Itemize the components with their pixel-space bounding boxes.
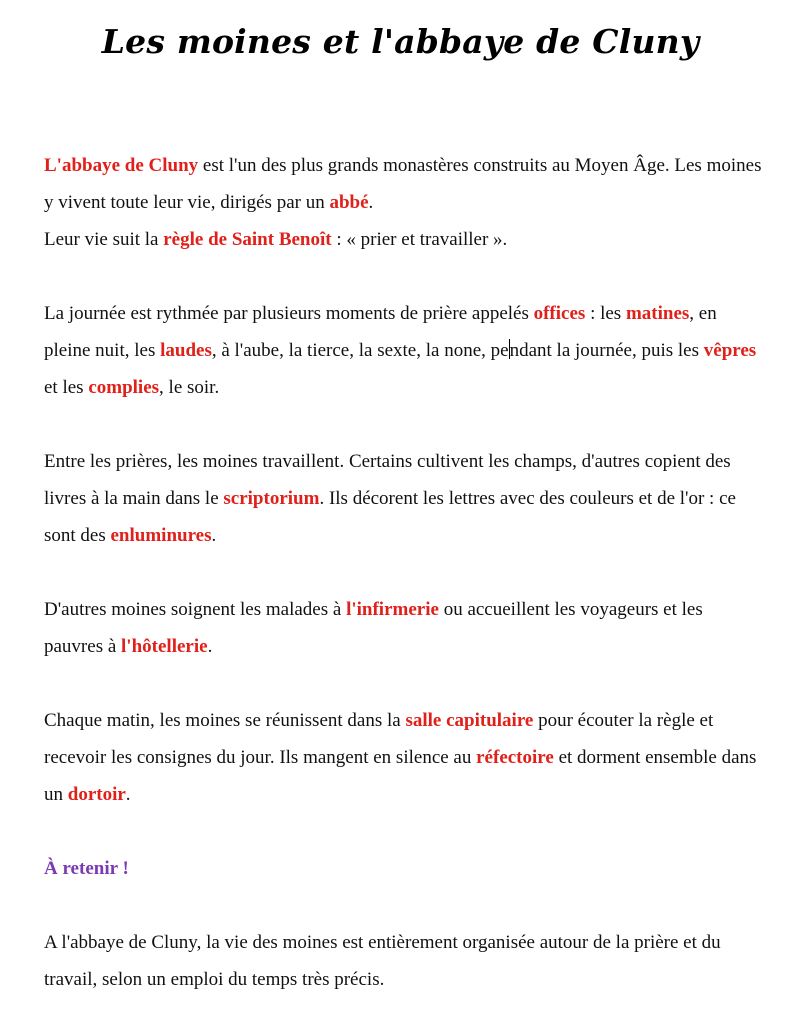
keyword-enluminures: enluminures: [110, 525, 212, 546]
text-segment: Leur vie suit la: [44, 229, 164, 250]
document-title: Les moines et l'abbaye de Cluny: [101, 22, 700, 61]
text-segment: , à l'aube, la tierce, la sexte, la none, pe: [211, 340, 509, 361]
document-body[interactable]: [44, 147, 764, 1035]
text-segment: .: [211, 525, 217, 546]
text-segment: , le soir.: [159, 377, 220, 398]
keyword-offices: offices: [533, 303, 586, 324]
text-segment: ndant la journée, puis les: [509, 340, 704, 361]
paragraph-salle-capitulaire: [44, 702, 764, 813]
keyword-infirmerie: l'infirmerie: [346, 599, 439, 620]
paragraph-summary: [44, 924, 764, 998]
paragraph-abbaye: [44, 147, 764, 221]
keyword-scriptorium: scriptorium: [223, 488, 320, 509]
keyword-regle-saint-benoit: règle de Saint Benoît: [163, 229, 332, 250]
text-segment: est l'un des plus grands monastères construits au Moyen Âge. Les moines y vivent toute leur vie, dirigés par un: [44, 155, 762, 213]
text-segment: Entre les prières, les moines travaillent. Certains cultivent les champs, d'autres copient des livres à la main dans le: [44, 451, 731, 509]
a-retenir-label: À retenir !: [44, 858, 129, 879]
heading-a-retenir: [44, 850, 764, 887]
text-segment: .: [125, 784, 131, 805]
keyword-l-apostrophe: L': [44, 155, 62, 176]
paragraph-regle: [44, 221, 764, 258]
text-segment: et les: [44, 377, 89, 398]
keyword-refectoire: réfectoire: [476, 747, 554, 768]
text-segment: Chaque matin, les moines se réunissent dans la: [44, 710, 406, 731]
text-segment: .: [368, 192, 374, 213]
keyword-vepres: vêpres: [703, 340, 757, 361]
text-segment: ou accueillent les voyageurs et les pauvres à: [44, 599, 703, 657]
paragraph-offices: [44, 295, 764, 406]
keyword-dortoir: dortoir: [67, 784, 126, 805]
keyword-complies: complies: [88, 377, 160, 398]
text-segment: D'autres moines soignent les malades à: [44, 599, 347, 620]
keyword-laudes: laudes: [160, 340, 212, 361]
text-segment: La journée est rythmée par plusieurs moments de prière appelés: [44, 303, 534, 324]
keyword-hotellerie: l'hôtellerie: [121, 636, 208, 657]
text-segment: et dorment ensemble dans un: [44, 747, 757, 805]
summary-text: A l'abbaye de Cluny, la vie des moines est entièrement organisée autour de la prière et du travail, selon un emploi du temps très précis.: [44, 932, 721, 990]
text-segment: , en pleine nuit, les: [44, 303, 717, 361]
keyword-abbe: abbé: [329, 192, 369, 213]
keyword-salle-capitulaire: salle capitulaire: [405, 710, 534, 731]
keyword-abbaye-de-cluny: abbaye de Cluny: [61, 155, 199, 176]
keyword-matines: matines: [625, 303, 690, 324]
paragraph-travail: [44, 443, 764, 554]
text-segment: : « prier et travailler ».: [331, 229, 508, 250]
paragraph-infirmerie: [44, 591, 764, 665]
text-segment: pour écouter la règle et recevoir les consignes du jour. Ils mangent en silence au: [44, 710, 714, 768]
text-segment: .: [207, 636, 213, 657]
text-segment: : les: [585, 303, 626, 324]
text-segment: . Ils décorent les lettres avec des couleurs et de l'or : ce sont des: [44, 488, 736, 546]
